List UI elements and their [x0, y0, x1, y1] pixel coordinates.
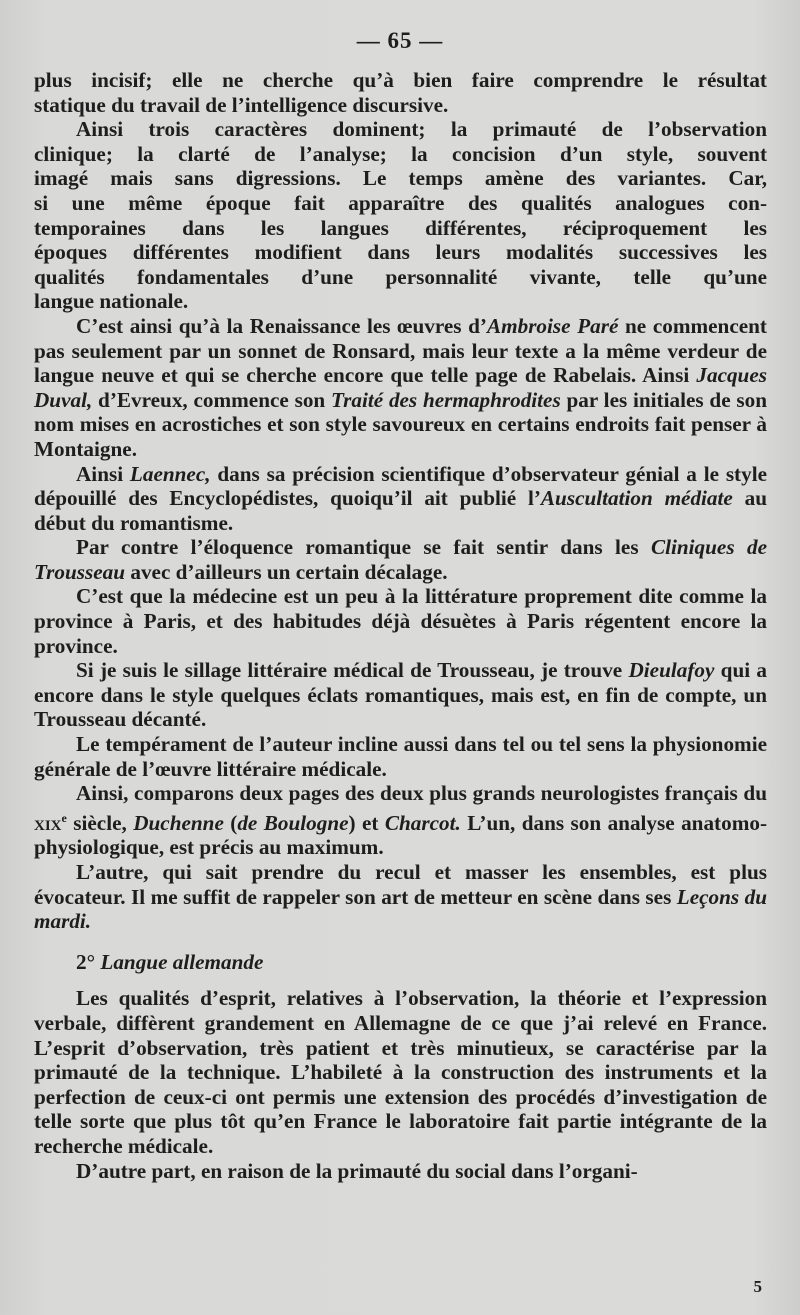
century-numeral: xix: [34, 810, 62, 835]
text-run: dans sa précision scientifique d’observateur génial a le style dépouillé des Encyclopédistes, quoiqu’il ait publié l’: [34, 461, 767, 511]
text-line: qualités fondamentales d’une personnalité vivante, telle qu’une: [34, 264, 767, 289]
author-name: Jacques Duval,: [34, 363, 767, 412]
paragraph-3: [34, 314, 767, 462]
author-name: Laennec,: [129, 461, 211, 486]
section-number: 2°: [76, 949, 101, 974]
text-run: ne commencent pas seulement par un sonnet de Ronsard, mais leur texte a la même verdeur de langue neuve et qui se cherche encore que telle page de Rabelais. Ainsi: [34, 313, 767, 388]
paragraph-2: [34, 117, 767, 314]
text-run: siècle,: [66, 810, 134, 835]
text-run: L’un, dans son analyse anatomo-physiologique, est précis au maximum.: [34, 810, 768, 860]
text-line: imagé mais sans digressions. Le temps amène des variantes. Car,: [34, 166, 767, 191]
text-run: qui a encore dans le style quelques éclats romantiques, mais est, en fin de compte, un Trousseau décanté.: [34, 658, 767, 732]
text-line: plus incisif; elle ne cherche qu’à bien faire comprendre le résultat: [34, 68, 767, 92]
paragraph-6: C’est que la médecine est un peu à la littérature proprement dite comme la province à Paris, et des habitudes déjà désuètes à Paris régentent encore la province.: [34, 584, 767, 658]
text-run: ) et: [348, 810, 385, 835]
text-run: d’Evreux, commence son: [92, 387, 331, 412]
page-number: — 65 —: [356, 28, 444, 53]
book-title: Traité des hermaphrodites: [330, 387, 561, 412]
author-name: Duchenne: [133, 810, 224, 835]
text-line: clinique; la clarté de l’analyse; la concision d’un style, souvent: [34, 141, 767, 166]
paragraph-11: Les qualités d’esprit, relatives à l’observation, la théorie et l’expression verbale, diffèrent grandement en Allemagne de ce que j’ai relevé en France. L’esprit d’observation, très patient et très minutieux, se caractérise par la primauté de la technique. L’habileté à la construction des instruments et la perfection de ceux-ci ont permis une extension des procédés d’investigation de telle sorte que plus tôt qu’en France le laboratoire fait partie intégrante de la recherche médicale.: [34, 986, 767, 1158]
text-run: par les initiales de son nom mises en acrostiches et son style savoureux en certains endroits fait penser à Montaigne.: [34, 387, 768, 461]
section-heading: [34, 950, 767, 975]
text-line: si une même époque fait apparaître des qualités analogues con-: [34, 190, 767, 215]
paragraph-10: [34, 860, 767, 934]
text-run: avec d’ailleurs un certain décalage.: [125, 559, 448, 584]
body-text: [34, 68, 767, 1183]
text-line: statique du travail de l’intelligence discursive.: [34, 92, 449, 117]
ordinal-suffix: e: [61, 810, 67, 825]
paragraph-5: [34, 535, 767, 584]
book-title: Cliniques de Trousseau: [34, 535, 767, 584]
place-name: de Boulogne: [237, 810, 349, 835]
text-run: au début du romantisme.: [34, 486, 767, 535]
author-name: Ambroise Paré: [486, 313, 619, 338]
section-title: Langue allemande: [100, 949, 264, 974]
paragraph-9: [34, 781, 767, 860]
paragraph-7: [34, 658, 767, 732]
text-run: C’est ainsi qu’à la Renaissance les œuvres d’: [76, 313, 487, 338]
text-line: langue nationale.: [34, 289, 189, 314]
text-run: Si je suis le sillage littéraire médical de Trousseau, je trouve: [76, 658, 629, 683]
text-run: Par contre l’éloquence romantique se fait sentir dans les: [76, 535, 651, 560]
book-title: Leçons du mardi.: [34, 884, 767, 934]
text-line: Ainsi trois caractères dominent; la primauté de l’observation: [76, 117, 767, 142]
author-name: Dieulafoy: [628, 658, 715, 683]
paragraph-4: [34, 462, 767, 536]
paragraph-8: Le tempérament de l’auteur incline aussi dans tel ou tel sens la physionomie générale de l’œuvre littéraire médicale.: [34, 732, 767, 781]
text-run: Ainsi, comparons deux pages des deux plus grands neurologistes français du: [76, 781, 767, 806]
paragraph-12: D’autre part, en raison de la primauté du social dans l’organi-: [76, 1158, 638, 1183]
text-line: époques différentes modifient dans leurs modalités successives les: [34, 240, 767, 265]
book-title: Auscultation médiate: [540, 486, 733, 511]
text-run: (: [223, 810, 238, 835]
author-name: Charcot.: [384, 810, 461, 835]
text-line: temporaines dans les langues différentes, réciproquement les: [34, 215, 767, 240]
text-run: Ainsi: [76, 461, 130, 486]
signature-mark: 5: [753, 1277, 762, 1296]
text-run: L’autre, qui sait prendre du recul et masser les ensembles, est plus évocateur. Il me suffit de rappeler son art de metteur en scène dans ses: [34, 860, 767, 909]
paragraph-1: [34, 68, 767, 117]
